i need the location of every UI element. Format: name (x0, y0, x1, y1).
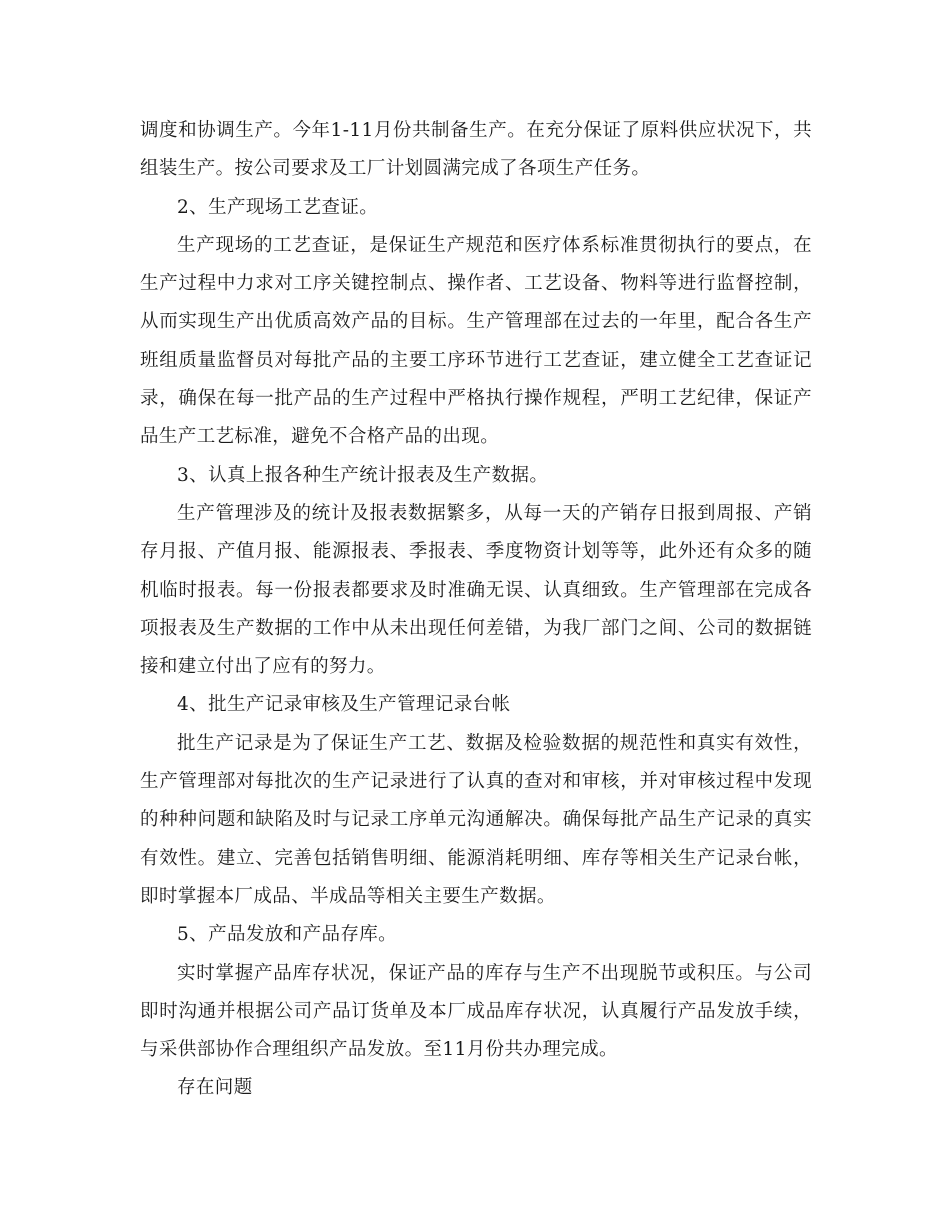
heading-process-verification: 2、生产现场工艺查证。 (177, 196, 379, 218)
paragraph-batch-record-review: 批生产记录是为了保证生产工艺、数据及检验数据的规范性和真实有效性，生产管理部对每批次的生产记录进行了认真的查对和审核，并对审核过程中发现的种种问题和缺陷及时与记录工序单元沟通解决。确保每批产品生产记录的真实有效性。建立、完善包括销售明细、能源消耗明细、库存等相关生产记录台帐，即时掌握本厂成品、半成品等相关主要生产数据。 (140, 732, 812, 907)
paragraph-continuation: 调度和协调生产。今年1-11月份共制备生产。在充分保证了原料供应状况下，共组装生产。按公司要求及工厂计划圆满完成了各项生产任务。 (140, 120, 812, 180)
paragraph-statistics-reports: 生产管理涉及的统计及报表数据繁多，从每一天的产销存日报到周报、产销存月报、产值月报、能源报表、季报表、季度物资计划等等，此外还有众多的随机临时报表。每一份报表都要求及时准确无误、认真细致。生产管理部在完成各项报表及生产数据的工作中从未出现任何差错，为我厂部门之间、公司的数据链接和建立付出了应有的努力。 (140, 502, 812, 678)
heading-product-release: 5、产品发放和产品存库。 (177, 924, 398, 946)
heading-batch-record-review: 4、批生产记录审核及生产管理记录台帐 (177, 694, 511, 716)
document-body (140, 112, 812, 1108)
heading-existing-problems: 存在问题 (177, 1077, 253, 1099)
heading-statistics-reports: 3、认真上报各种生产统计报表及生产数据。 (177, 464, 549, 486)
paragraph-product-release: 实时掌握产品库存状况，保证产品的库存与生产不出现脱节或积压。与公司即时沟通并根据公司产品订货单及本厂成品库存状况，认真履行产品发放手续，与采供部协作合理组织产品发放。至11月份共办理完成。 (140, 962, 812, 1061)
paragraph-process-verification: 生产现场的工艺查证，是保证生产规范和医疗体系标准贯彻执行的要点，在生产过程中力求对工序关键控制点、操作者、工艺设备、物料等进行监督控制，从而实现生产出优质高效产品的目标。生产管理部在过去的一年里，配合各生产班组质量监督员对每批产品的主要工序环节进行工艺查证，建立健全工艺查证记录，确保在每一批产品的生产过程中严格执行操作规程，严明工艺纪律，保证产品生产工艺标准，避免不合格产品的出现。 (140, 234, 812, 448)
